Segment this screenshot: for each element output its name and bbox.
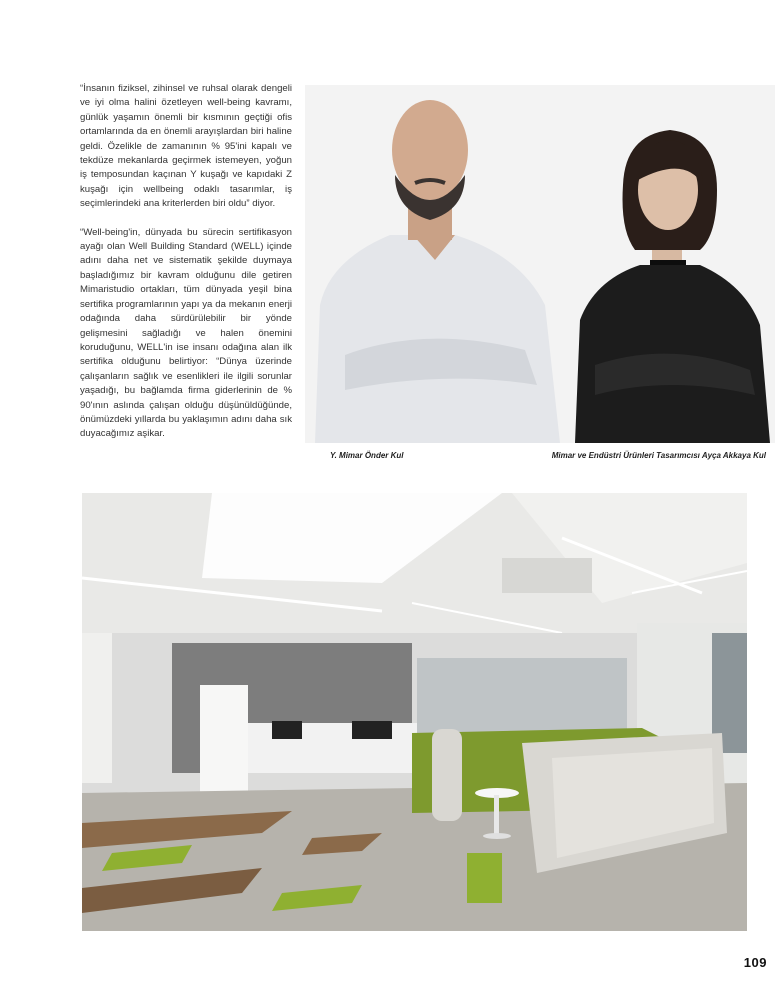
caption-right: Mimar ve Endüstri Ürünleri Tasarımcısı Ayça Akkaya Kul: [551, 451, 766, 460]
article-paragraph-1: “İnsanın fiziksel, zihinsel ve ruhsal olarak dengeli ve iyi olma halini özetleyen well-being kavramı, günlük yaşamın önemli bir kısmının geçtiği ofis ortamlarında da en önemli arayışlardan biri haline geldi. Özelikle de zamanının % 95'ini kapalı ve tekdüze mekanlarda geçirmek istemeyen, yoğun iş temposundan kaçınan Y kuşağı ve kapıdaki Z kuşağı için wellbeing odaklı tasarımlar, iş seçimlerindeki ana kriterlerden biri oldu” diyor.: [80, 83, 292, 210]
page-number: 109: [743, 955, 767, 970]
office-interior-photo: [82, 493, 747, 931]
article-paragraph-2: “Well-being'in, dünyada bu sürecin sertifikasyon ayağı olan Well Building Standard (WELL) içinde adını daha net ve sistematik şekilde duymaya başladığımız bir kavram olduğunu dile getiren Mimaristudio ortakları, tüm dünyada yeşil bina sertifika programlarının yapı ya da mekanın enerji odağında daha sürdürülebilir bir yönde gelişmesini sağladığı ve halen önemini koruduğunu, WELL'in ise insanı odağına alan ilk sertifika olduğunu belirtiyor: “Dünya üzerinde çalışanların sağlık ve esenlikleri ile ilgili sorunlar yaşadığı, bu bağlamda firma giderlerinin de % 90'ının aslında çalışan olduğu düşünüldüğünde, önümüzdeki yıllarda bu yaklaşımın adını daha sık duyacağımız aşikar.: [80, 226, 292, 440]
article-text-column: [80, 82, 292, 456]
portrait-photo: [305, 85, 775, 443]
caption-left: Y. Mimar Önder Kul: [330, 451, 404, 460]
